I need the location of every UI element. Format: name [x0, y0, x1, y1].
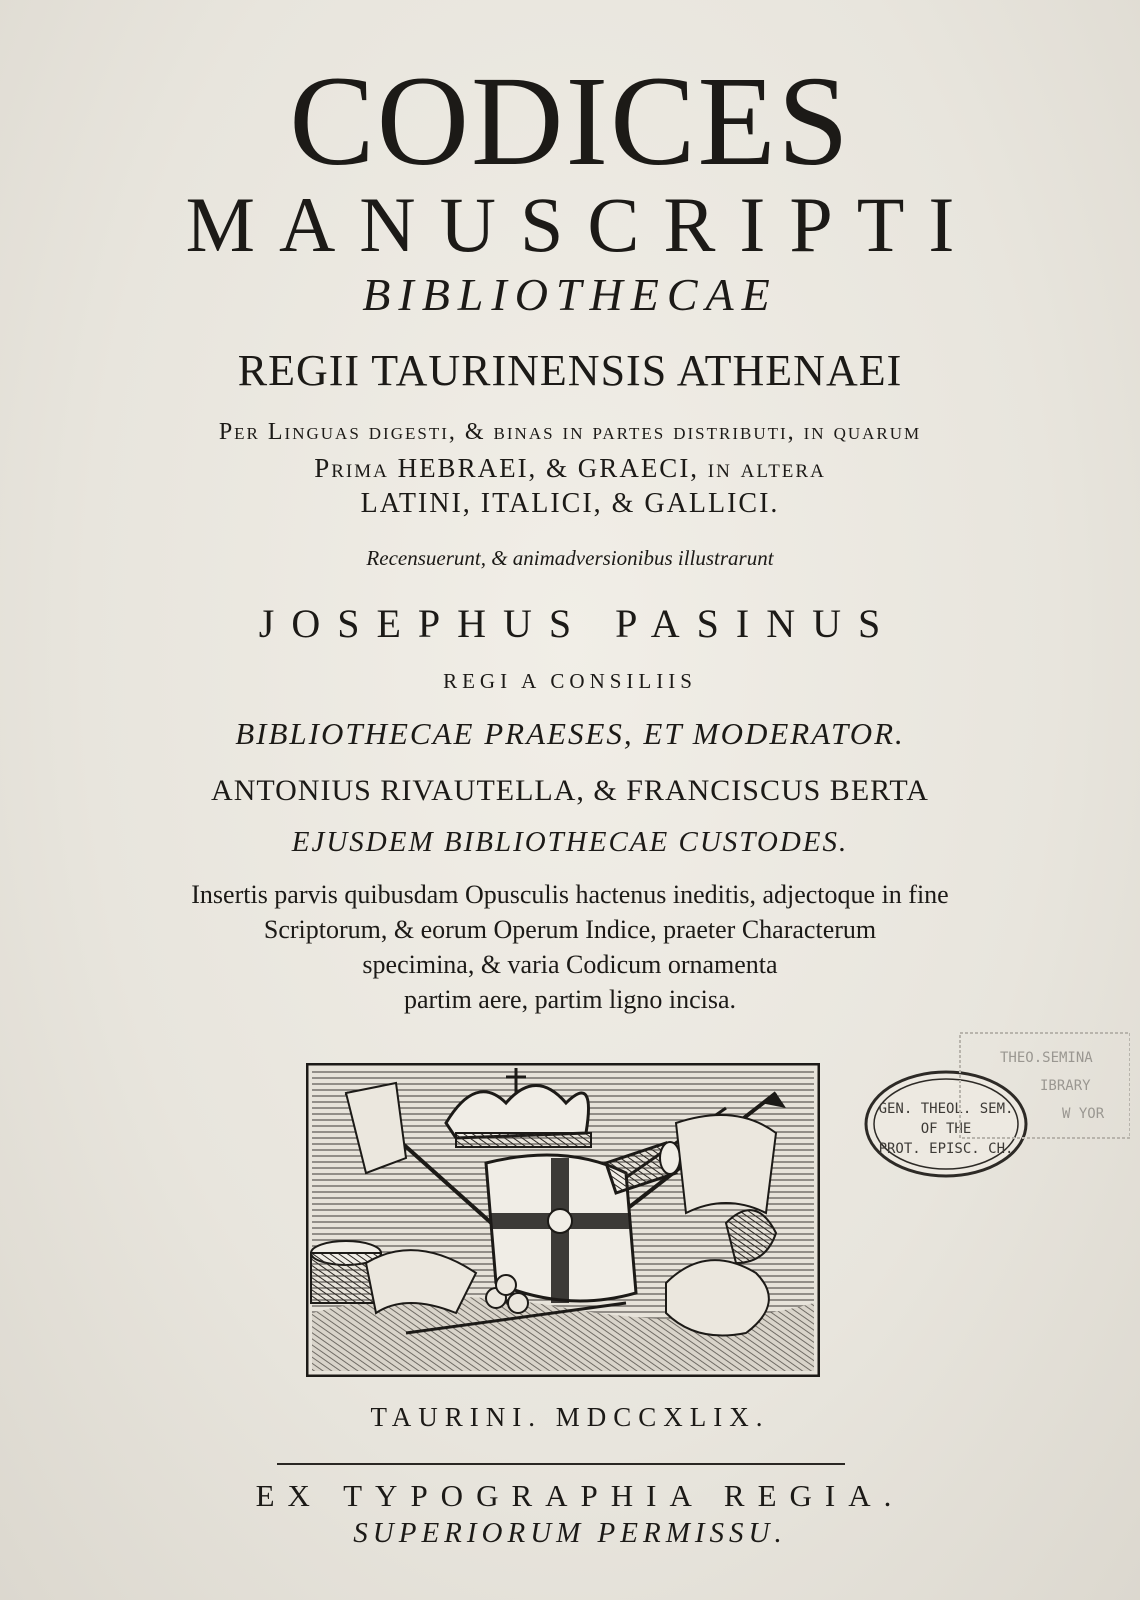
horizontal-rule	[277, 1463, 845, 1465]
woodcut-vignette	[306, 1063, 820, 1377]
description-line-3: specimina, & varia Codicum ornamenta	[362, 950, 778, 979]
faint-stamp-line-3: W YOR	[1062, 1106, 1105, 1122]
recensuerunt-line: Recensuerunt, & animadversionibus illustrarunt	[366, 546, 774, 570]
title-codices: CODICES	[289, 50, 851, 192]
library-stamp-line-3: PROT. EPISC. CH.	[878, 1141, 1014, 1157]
imprint-permission: SUPERIORUM PERMISSU.	[353, 1517, 787, 1549]
author-pasinus: JOSEPHUS PASINUS	[258, 601, 898, 646]
library-stamp-line-2: OF THE	[920, 1121, 972, 1137]
title-bibliothecae: BIBLIOTHECAE	[362, 269, 778, 320]
authors-rivautella-berta: ANTONIUS RIVAUTELLA, & FRANCISCUS BERTA	[211, 774, 929, 807]
subtitle-per-linguas: Per Linguas digesti, & binas in partes distributi, in quarum	[218, 419, 922, 445]
description-line-2: Scriptorum, & eorum Operum Indice, praeter Characterum	[263, 915, 877, 944]
author-title-regi: REGI A CONSILIIS	[443, 669, 697, 693]
subtitle-prima: Prima HEBRAEI, & GRAECI, in altera	[314, 453, 826, 483]
imprint-printer: EX TYPOGRAPHIA REGIA.	[255, 1478, 905, 1513]
library-stamp-line-1: GEN. THEOL. SEM.	[878, 1101, 1014, 1117]
author-title-praeses: BIBLIOTHECAE PRAESES, ET MODERATOR.	[235, 716, 905, 751]
faint-stamp-line-2: IBRARY	[1040, 1078, 1091, 1094]
faint-stamp-line-1: THEO.SEMINA	[1000, 1050, 1093, 1066]
authors-title-custodes: EJUSDEM BIBLIOTHECAE CUSTODES.	[291, 826, 849, 858]
imprint-place-date: TAURINI. MDCCXLIX.	[370, 1402, 770, 1432]
title-regii-taurinensis: REGII TAURINENSIS ATHENAEI	[237, 346, 903, 395]
title-manuscripti: MANUSCRIPTI	[185, 181, 979, 268]
subtitle-latini: LATINI, ITALICI, & GALLICI.	[360, 488, 780, 519]
description-line-1: Insertis parvis quibusdam Opusculis hactenus ineditis, adjectoque in fine	[191, 880, 949, 909]
description-line-4: partim aere, partim ligno incisa.	[403, 985, 737, 1014]
